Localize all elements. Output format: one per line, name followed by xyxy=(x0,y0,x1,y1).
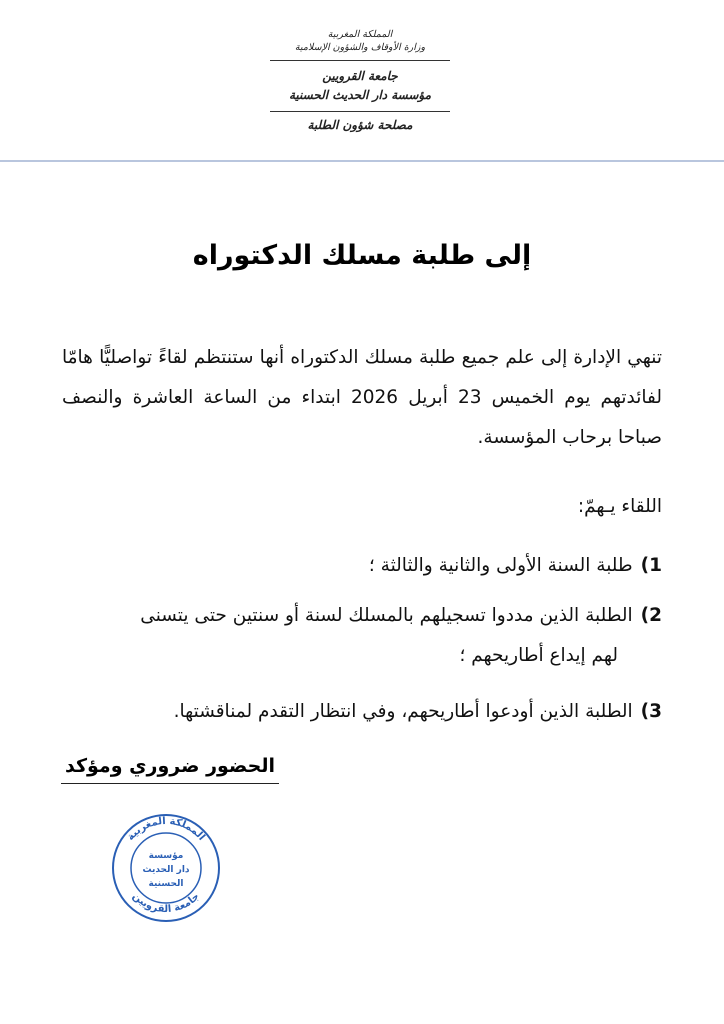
list-item-number: 2) xyxy=(640,605,662,626)
stamp-inner-line: دار الحديث xyxy=(142,865,190,875)
document-title: إلى طلبة مسلك الدكتوراه xyxy=(192,240,532,271)
concerns-intro: اللقاء يـهمّ: xyxy=(577,496,662,517)
letterhead-divider-2 xyxy=(270,111,450,112)
institution-name: مؤسسة دار الحديث الحسنية xyxy=(288,88,432,102)
list-item-text: طلبة السنة الأولى والثانية والثالثة ؛ xyxy=(368,555,633,576)
list-item xyxy=(174,692,662,732)
list-item-number: 1) xyxy=(640,555,662,576)
list-item-continuation: لهم إيداع أطاريحهم ؛ xyxy=(459,645,618,666)
list-item-text: الطلبة الذين أودعوا أطاريحهم، وفي انتظار التقدم لمناقشتها. xyxy=(173,701,633,722)
letterhead xyxy=(250,28,470,132)
kingdom-name: المملكة المغربية xyxy=(327,29,393,40)
stamp-inner-line: مؤسسة xyxy=(148,851,184,861)
institution-stamp xyxy=(110,812,222,924)
closing-statement: الحضور ضروري ومؤكد xyxy=(61,755,279,784)
university-name: جامعة القرويين xyxy=(322,69,398,83)
stamp-outer-bottom-text: جامعة القرويين xyxy=(130,890,202,916)
list-item xyxy=(369,546,662,586)
letterhead-divider xyxy=(270,60,450,61)
department-name: مصلحة شؤون الطلبة xyxy=(307,118,413,132)
stamp-inner-line: الحسنية xyxy=(148,879,184,889)
svg-text:المملكة المغربية xyxy=(125,816,207,843)
header-rule xyxy=(0,160,724,162)
announcement-paragraph: تنهي الإدارة إلى علم جميع طلبة مسلك الدكتوراه أنها ستنتظم لقاءً تواصليًّا هامّا لفائدتهم يوم الخميس 23 أبريل 2026 ابتداء من الساعة العاشرة والنصف صباحا برحاب المؤسسة. xyxy=(62,347,663,448)
stamp-outer-top-text: المملكة المغربية xyxy=(125,815,207,843)
ministry-name: وزارة الأوقاف والشؤون الإسلامية xyxy=(294,42,426,53)
list-item-number: 3) xyxy=(640,701,662,722)
list-item-text: الطلبة الذين مددوا تسجيلهم بالمسلك لسنة أو سنتين حتى يتسنى xyxy=(140,605,633,626)
list-item xyxy=(72,596,662,676)
